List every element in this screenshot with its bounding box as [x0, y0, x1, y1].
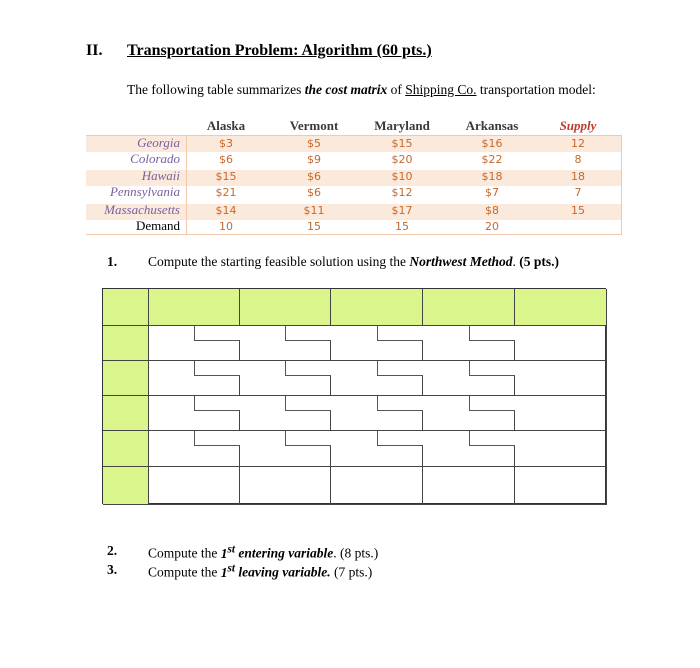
row-label-demand: Demand — [135, 218, 180, 233]
question-number: 2. — [107, 543, 118, 558]
allocation-cell[interactable] — [515, 326, 607, 361]
section-title: Transportation Problem: Algorithm (60 pts.) — [127, 42, 432, 59]
cost-box — [377, 361, 423, 376]
grid-line — [86, 234, 622, 235]
header-cell — [331, 289, 423, 326]
allocation-cell[interactable] — [423, 467, 515, 505]
row-header-cell — [103, 361, 149, 396]
col-header-maryland: Maryland — [374, 118, 430, 133]
question-points: (7 pts.) — [334, 564, 373, 580]
cost-box — [285, 431, 331, 446]
ordinal-suffix: st — [227, 562, 236, 574]
header-cell — [103, 289, 149, 326]
col-header-alaska: Alaska — [206, 118, 246, 133]
cost-box — [194, 326, 240, 341]
question-ordinal — [220, 562, 236, 580]
ordinal-suffix: st — [227, 543, 236, 555]
supply-cell: 15 — [571, 204, 585, 217]
cost-cell: $6 — [307, 186, 321, 199]
cost-box — [285, 361, 331, 376]
allocation-cell[interactable] — [240, 467, 331, 505]
cost-box — [194, 361, 240, 376]
intro-of: of — [390, 82, 402, 97]
cost-box — [469, 361, 515, 376]
cost-cell: $11 — [303, 204, 325, 217]
cost-box — [469, 326, 515, 341]
header-cell — [515, 289, 607, 326]
col-header-vermont: Vermont — [289, 118, 339, 133]
intro-text — [127, 82, 596, 98]
cost-cell: $15 — [215, 170, 237, 183]
cost-cell: $16 — [481, 137, 503, 150]
ordinal-number: 1 — [220, 564, 228, 580]
header-cell — [240, 289, 331, 326]
cost-cell: $17 — [391, 204, 413, 217]
cost-cell: $7 — [485, 186, 499, 199]
question-points: (8 pts.) — [340, 545, 379, 561]
allocation-cell[interactable] — [149, 467, 240, 505]
cost-cell: $5 — [307, 137, 321, 150]
cost-cell: $6 — [219, 153, 233, 166]
allocation-cell[interactable] — [515, 431, 607, 467]
header-cell — [423, 289, 515, 326]
company-name: Shipping Co. — [405, 82, 477, 97]
supply-cell: 18 — [571, 170, 585, 183]
question-points: (5 pts.) — [519, 254, 559, 269]
cost-cell: $15 — [391, 137, 413, 150]
question-emphasis: entering variable — [238, 545, 334, 561]
row-header-cell — [103, 326, 149, 361]
question-text: Compute the starting feasible solution using the Northwest Method. (5 pts.) — [148, 254, 559, 269]
cost-cell: $20 — [391, 153, 413, 166]
row-header-cell — [103, 467, 149, 505]
question-prefix: Compute the — [148, 564, 218, 580]
question-emphasis: leaving variable. — [238, 564, 331, 580]
intro-emphasis: the cost matrix — [304, 82, 388, 97]
cost-box — [194, 431, 240, 446]
cost-matrix — [86, 116, 622, 236]
cost-cell: $21 — [215, 186, 237, 199]
supply-cell: 7 — [574, 186, 582, 199]
cost-box — [469, 396, 515, 411]
col-header-supply: Supply — [559, 118, 597, 133]
row-label-hawaii: Hawaii — [141, 168, 180, 183]
cost-cell: $14 — [215, 204, 237, 217]
header-cell — [149, 289, 240, 326]
question-text: Compute the 1st entering variable. (8 pts.) — [148, 543, 379, 561]
demand-cell: 10 — [219, 220, 233, 233]
allocation-cell[interactable] — [515, 396, 607, 431]
row-label-pennsylvania: Pennsylvania — [109, 184, 180, 199]
question-body: Compute the starting feasible solution using the — [148, 254, 406, 269]
cost-cell: $12 — [391, 186, 413, 199]
row-header-cell — [103, 396, 149, 431]
row-label-massachusetts: Massachusetts — [104, 202, 180, 217]
allocation-cell[interactable] — [331, 467, 423, 505]
row-label-georgia: Georgia — [137, 135, 180, 150]
question-prefix: Compute the — [148, 545, 218, 561]
intro-suffix: transportation model: — [479, 82, 596, 97]
allocation-cell[interactable] — [515, 361, 607, 396]
question-text — [148, 562, 372, 581]
question-emphasis: Northwest Method — [409, 254, 513, 269]
cost-cell: $18 — [481, 170, 503, 183]
cost-cell: $8 — [485, 204, 499, 217]
cost-cell: $22 — [481, 153, 503, 166]
col-header-arkansas: Arkansas — [465, 118, 519, 133]
demand-cell: 15 — [395, 220, 409, 233]
question-number: 3. — [107, 562, 118, 577]
cost-box — [377, 326, 423, 341]
cost-cell: $3 — [219, 137, 233, 150]
cost-box — [285, 396, 331, 411]
cost-box — [469, 431, 515, 446]
cost-cell: $10 — [391, 170, 413, 183]
demand-cell: 15 — [307, 220, 321, 233]
allocation-cell[interactable] — [515, 467, 607, 505]
supply-cell: 12 — [571, 137, 585, 150]
cost-box — [285, 326, 331, 341]
cost-cell: $6 — [307, 170, 321, 183]
question-ordinal — [220, 543, 236, 561]
northwest-answer-table — [102, 288, 606, 504]
demand-cell: 20 — [485, 220, 499, 233]
cost-box — [194, 396, 240, 411]
supply-cell: 8 — [574, 153, 582, 166]
cost-box — [377, 396, 423, 411]
cost-box — [377, 431, 423, 446]
question-number: 1. — [107, 254, 118, 269]
grid-line — [621, 135, 622, 234]
row-header-cell — [103, 431, 149, 467]
section-number: II. — [86, 42, 103, 59]
ordinal-number: 1 — [220, 545, 228, 561]
row-label-colorado: Colorado — [130, 151, 180, 166]
intro-prefix: The following table summarizes — [127, 82, 302, 97]
cost-cell: $9 — [307, 153, 321, 166]
